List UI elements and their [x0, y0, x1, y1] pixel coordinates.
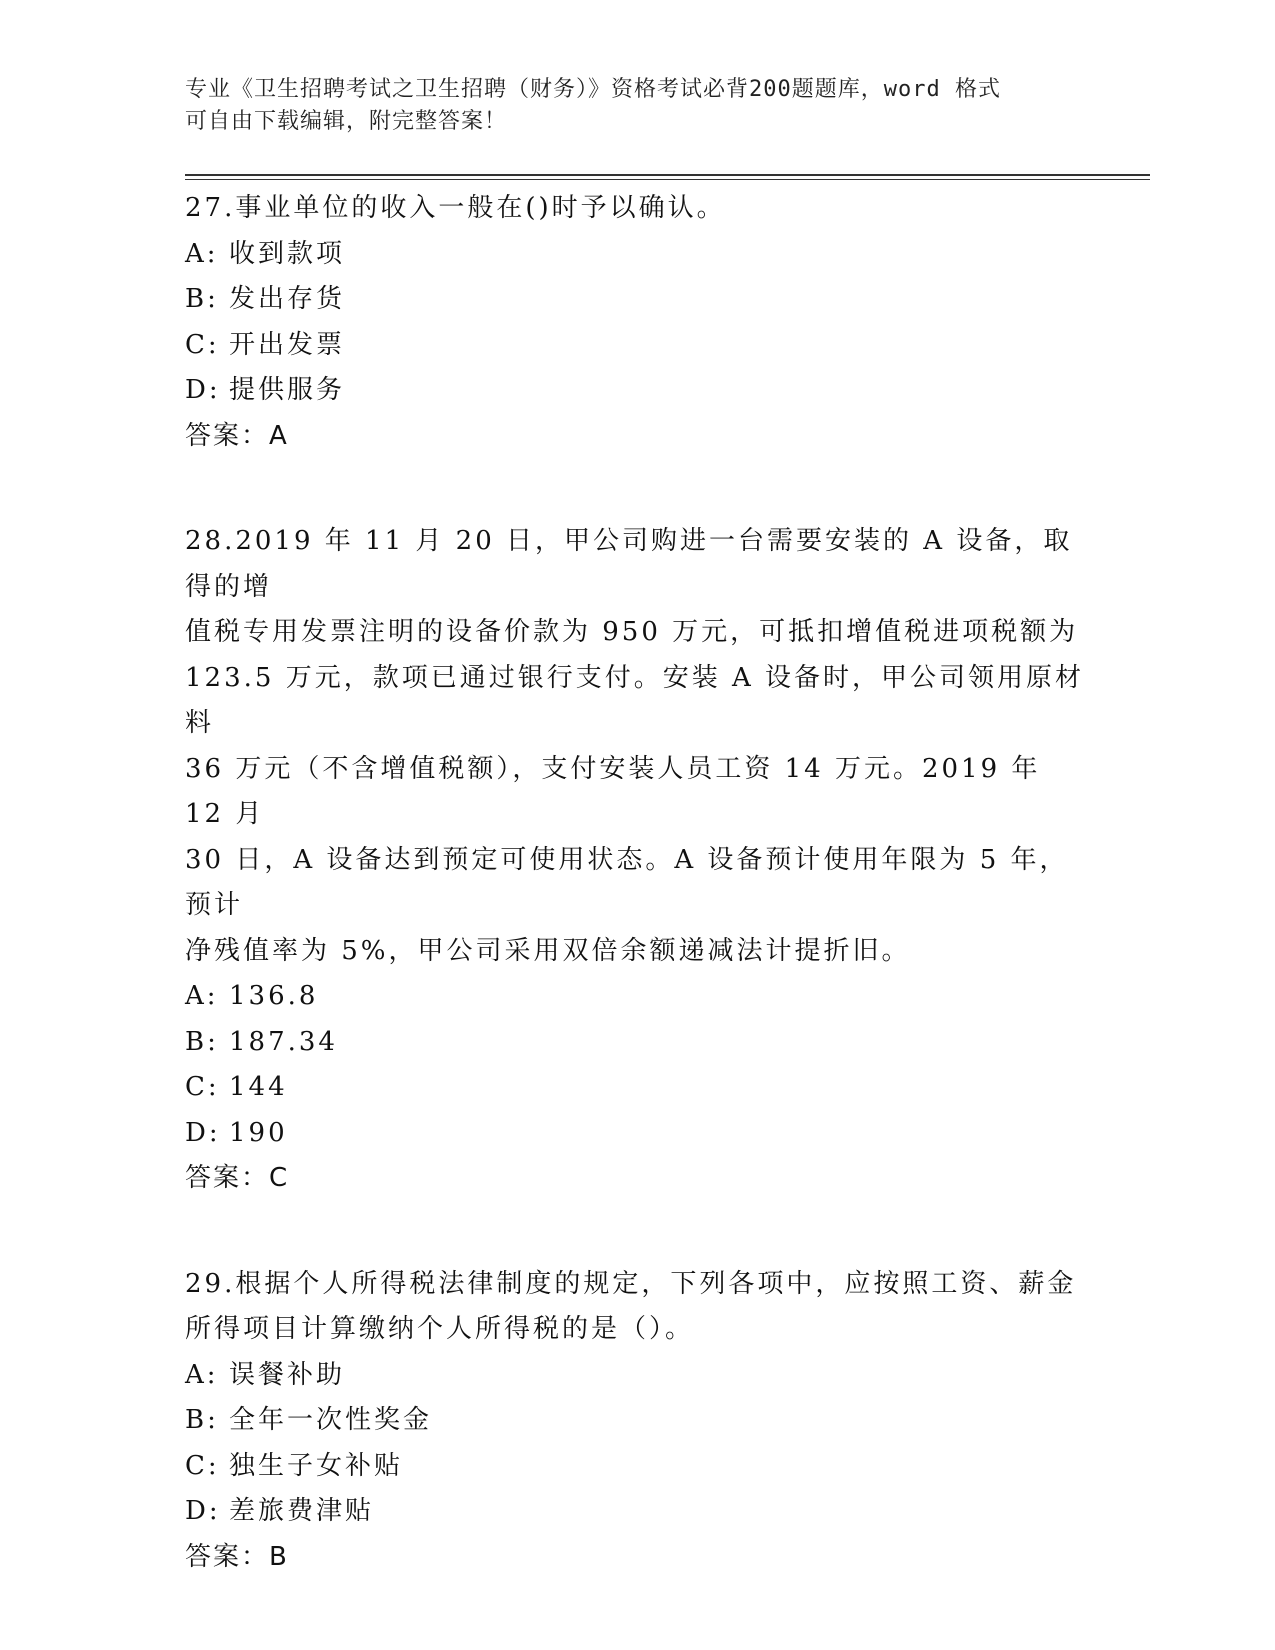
question-27 [185, 186, 1085, 459]
header-divider [185, 174, 1150, 180]
question-stem-line: 值税专用发票注明的设备价款为 950 万元，可抵扣增值税进项税额为 [185, 617, 1079, 647]
header-title-line-1: 专业《卫生招聘考试之卫生招聘（财务）》资格考试必背200题题库，word 格式 [185, 77, 1001, 102]
option-a [185, 232, 1085, 278]
option-d [185, 368, 1085, 414]
option-text: 差旅费津贴 [229, 1496, 375, 1526]
question-stem-line: 29.根据个人所得税法律制度的规定，下列各项中，应按照工资、薪金 [185, 1268, 1077, 1299]
option-b [185, 277, 1085, 323]
answer-line: 答案：A [185, 420, 289, 451]
option-letter: A: [185, 1359, 219, 1390]
question-stem-line: 30 日，A 设备达到预定可使用状态。A 设备预计使用年限为 5 年，预计 [185, 844, 1069, 920]
option-b [185, 1020, 1085, 1066]
question-stem-line: 净残值率为 5%，甲公司采用双倍余额递减法计提折旧。 [185, 935, 911, 966]
option-d [185, 1489, 1085, 1535]
option-text: 误餐补助 [229, 1359, 346, 1390]
option-letter: D: [185, 1117, 221, 1148]
option-text: 全年一次性奖金 [229, 1405, 433, 1435]
option-text: 发出存货 [229, 284, 346, 314]
option-text: 187.34 [229, 1026, 338, 1057]
option-letter: D: [185, 375, 221, 405]
answer-line: 答案：B [185, 1541, 289, 1572]
document-header [185, 74, 1065, 138]
option-letter: C: [185, 1450, 220, 1481]
option-text: 190 [229, 1117, 288, 1148]
option-letter: B: [185, 1405, 219, 1435]
option-c [185, 1065, 1085, 1111]
option-letter: C: [185, 1072, 220, 1102]
option-letter: B: [185, 1026, 219, 1057]
header-title-line-2: 可自由下载编辑，附完整答案！ [185, 109, 508, 134]
question-stem-line: 123.5 万元，款项已通过银行支付。安装 A 设备时，甲公司领用原材料 [185, 662, 1085, 738]
option-letter: A: [185, 981, 219, 1011]
question-stem-line: 所得项目计算缴纳个人所得税的是（）。 [185, 1314, 695, 1344]
option-text: 开出发票 [229, 329, 346, 360]
option-c [185, 1444, 1085, 1490]
option-text: 144 [229, 1072, 288, 1102]
option-letter: C: [185, 329, 220, 360]
question-stem-line: 36 万元（不含增值税额），支付安装人员工资 14 万元。2019 年 12 月 [185, 753, 1041, 829]
option-letter: A: [185, 238, 219, 269]
option-text: 136.8 [229, 981, 319, 1011]
option-b [185, 1398, 1085, 1444]
question-stem: 27.事业单位的收入一般在()时予以确认。 [185, 193, 726, 223]
question-28 [185, 519, 1085, 1202]
option-d [185, 1111, 1085, 1157]
option-text: 独生子女补贴 [229, 1450, 404, 1481]
question-stem-line: 28.2019 年 11 月 20 日，甲公司购进一台需要安装的 A 设备，取得的增 [185, 526, 1073, 602]
answer-line: 答案：C [185, 1163, 290, 1193]
option-c [185, 323, 1085, 369]
option-letter: B: [185, 284, 219, 314]
question-list [185, 186, 1085, 1640]
question-29 [185, 1262, 1085, 1581]
option-letter: D: [185, 1496, 221, 1526]
option-text: 收到款项 [229, 238, 346, 269]
option-a [185, 974, 1085, 1020]
option-a [185, 1353, 1085, 1399]
option-text: 提供服务 [229, 375, 346, 405]
